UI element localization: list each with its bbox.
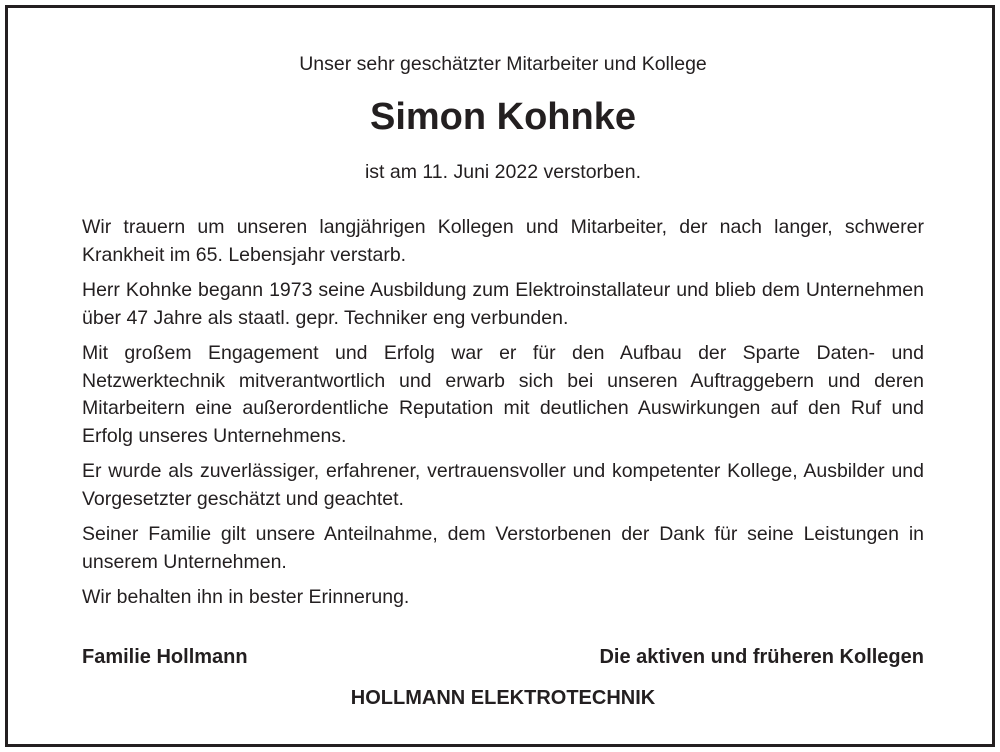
- signature-family: Familie Hollmann: [82, 646, 248, 668]
- intro-line: Unser sehr geschätzter Mitarbeiter und Kollege: [299, 53, 707, 75]
- body-paragraph: Herr Kohnke begann 1973 seine Ausbildung zum Elektroinstallateur und blieb dem Unternehmen über 47 Jahre als staatl. gepr. Techniker eng verbunden.: [82, 279, 924, 329]
- notice-frame: [5, 5, 995, 747]
- body-paragraph: Wir trauern um unseren langjährigen Kollegen und Mitarbeiter, der nach langer, schwerer Krankheit im 65. Lebensjahr verstarb.: [82, 216, 924, 266]
- body-paragraph: Wir behalten ihn in bester Erinnerung.: [82, 586, 410, 608]
- signature-colleagues: Die aktiven und früheren Kollegen: [599, 646, 924, 668]
- notice-body: [82, 214, 924, 620]
- body-paragraph: Seiner Familie gilt unsere Anteilnahme, dem Verstorbenen der Dank für seine Leistungen in unserem Unternehmen.: [82, 523, 924, 573]
- death-date-line: ist am 11. Juni 2022 verstorben.: [364, 161, 642, 183]
- body-paragraph: Er wurde als zuverlässiger, erfahrener, vertrauensvoller und kompetenter Kollege, Ausbilder und Vorgesetzter geschätzt und geachtet.: [82, 460, 924, 510]
- company-name: HOLLMANN ELEKTROTECHNIK: [350, 687, 656, 709]
- body-paragraph: Mit großem Engagement und Erfolg war er für den Aufbau der Sparte Daten- und Netzwerktechnik mitverantwortlich und erwarb sich bei unseren Auftraggebern und deren Mitarbeitern eine außerordentliche Reputation mit deutlichen Auswirkungen auf den Ruf und Erfolg unseres Unternehmens.: [82, 342, 924, 447]
- deceased-name: Simon Kohnke: [369, 96, 637, 138]
